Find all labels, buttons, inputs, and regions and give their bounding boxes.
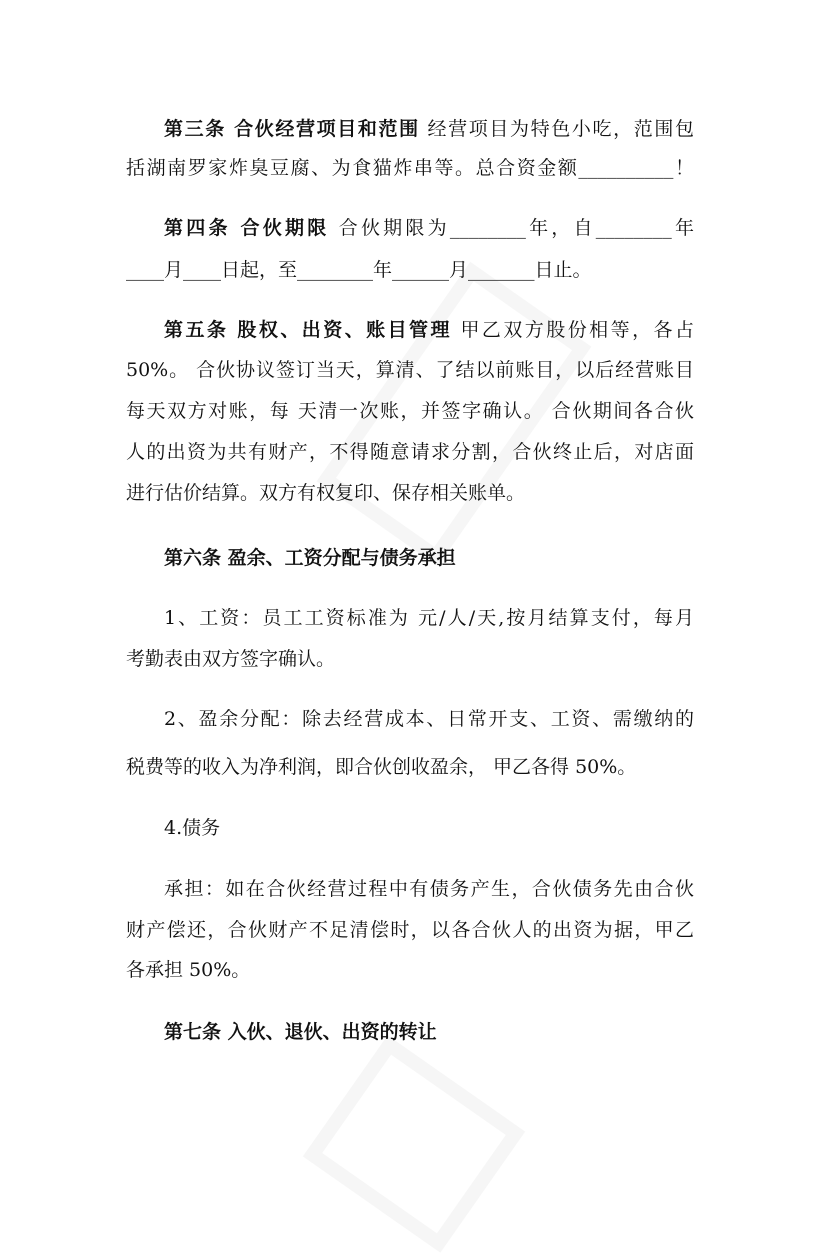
- article-6-line: 4.债务: [164, 817, 221, 839]
- watermark: [303, 1035, 526, 1253]
- article-5-line: 人的出资为共有财产，不得随意请求分割，合伙终止后，对店面: [126, 441, 694, 463]
- article-7-title: [164, 1020, 694, 1044]
- article-5-line: 每天双方对账，每 天清一次账，并签字确认。 合伙期间各合伙: [126, 400, 694, 422]
- article-5-line: [164, 318, 694, 342]
- article-3-text: 经营项目为特色小吃，范围包: [427, 118, 694, 140]
- article-6-line: 2、盈余分配：除去经营成本、日常开支、工资、需缴纳的: [164, 708, 694, 730]
- article-4-text: 合伙期限为________年，自________年: [338, 217, 694, 239]
- article-4-line: ____月____日起，至________年______月_______日止。: [126, 259, 592, 281]
- article-5-line: 进行估价结算。双方有权复印、保存相关账单。: [126, 482, 526, 504]
- article-6-line: 税费等的收入为净利润，即合伙创收盈余， 甲乙各得 50%。: [126, 756, 637, 778]
- article-6-line: 考勤表由双方签字确认。: [126, 648, 336, 670]
- article-6-line: 各承担 50%。: [126, 959, 251, 981]
- article-3-line: [164, 117, 694, 141]
- article-4-line: [164, 216, 694, 240]
- article-5-text: 甲乙双方股份相等，各占: [460, 319, 694, 341]
- article-5-line: 50%。 合伙协议签订当天，算清、了结以前账目，以后经营账目: [126, 359, 694, 381]
- article-6-title-text: 第六条 盈余、工资分配与债务承担: [164, 547, 456, 569]
- article-3-title: 第三条 合伙经营项目和范围: [164, 118, 420, 140]
- article-3-line: 括湖南罗家炸臭豆腐、为食猫炸串等。总合资金额__________！: [126, 157, 694, 179]
- article-6-line: 承担：如在合伙经营过程中有债务产生，合伙债务先由合伙: [164, 878, 694, 900]
- article-6-line: 财产偿还，合伙财产不足清偿时，以各合伙人的出资为据，甲乙: [126, 919, 694, 941]
- article-4-title: 第四条 合伙期限: [164, 217, 330, 239]
- article-6-title: [164, 546, 694, 570]
- article-7-title-text: 第七条 入伙、退伙、出资的转让: [164, 1021, 437, 1043]
- article-5-title: 第五条 股权、出资、账目管理: [164, 319, 452, 341]
- article-6-line: 1、工资：员工工资标准为 元/人/天,按月结算支付，每月: [164, 607, 694, 629]
